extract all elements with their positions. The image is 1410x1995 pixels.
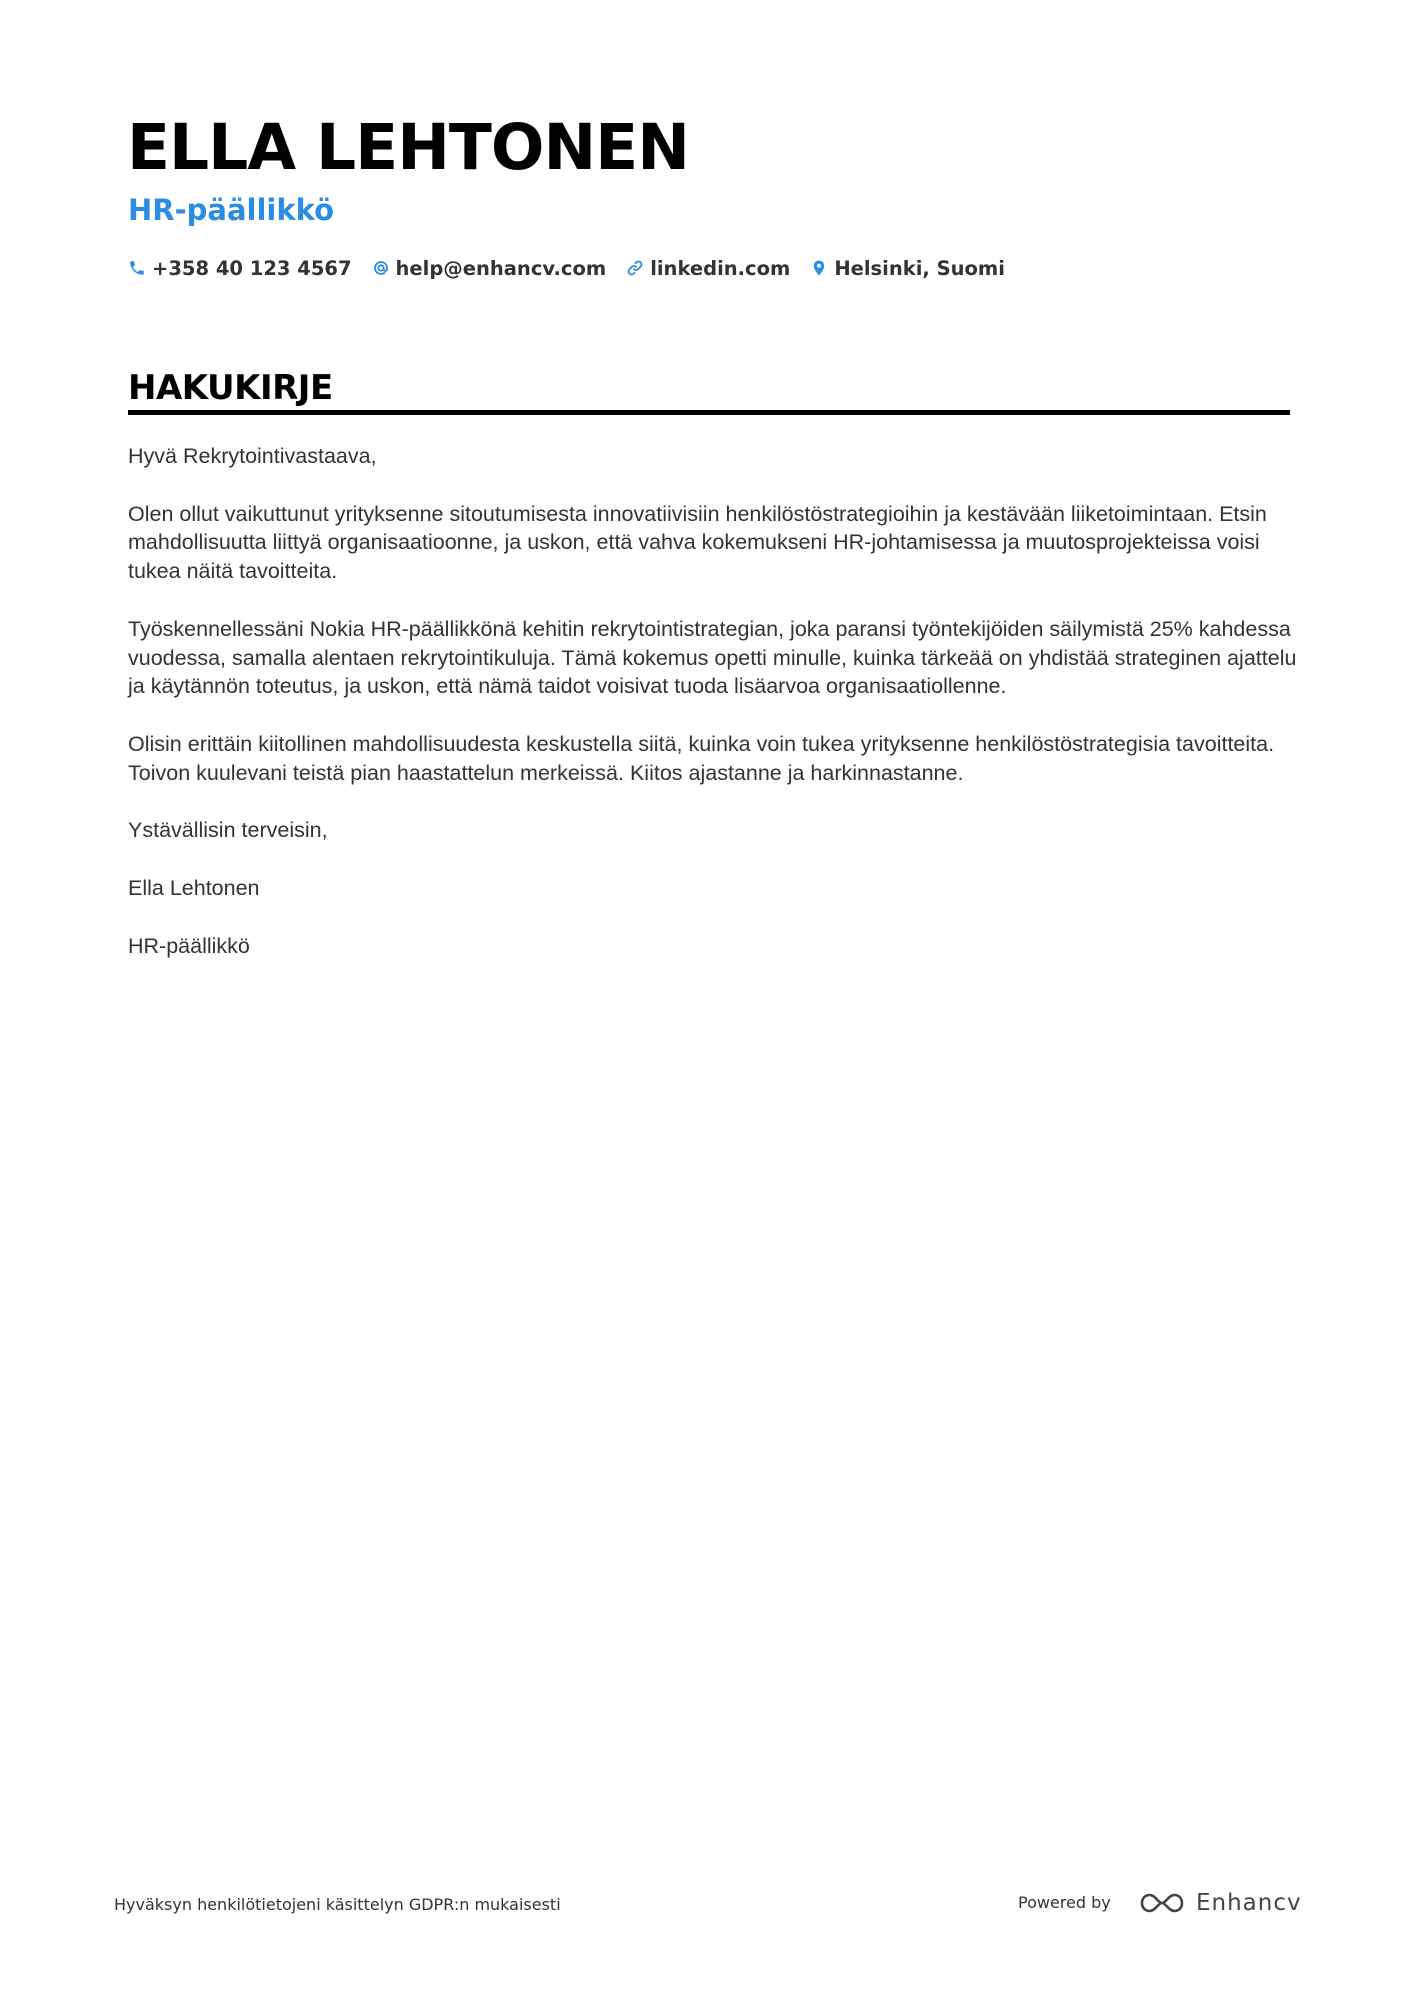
letter-body xyxy=(128,442,1298,989)
letter-paragraph: Olen ollut vaikuttunut yrityksenne sitoutumisesta innovatiivisiin henkilöstöstrategioihin ja kestävään liiketoimintaan. Etsin mahdollisuutta liittyä organisaatioonne, ja uskon, että vahva kokemukseni HR-johtamisessa ja muutosprojekteissa voisi tukea näitä tavoitteita. xyxy=(128,501,1267,584)
contact-phone-text: +358 40 123 4567 xyxy=(152,256,352,280)
enhancv-logo[interactable] xyxy=(1138,1883,1302,1923)
letter-paragraph: Työskennellessäni Nokia HR-päällikkönä kehitin rekrytointistrategian, joka paransi työntekijöiden säilymistä 25% kahdessa vuodessa, samalla alentaen rekrytointikuluja. Tämä kokemus opetti minulle, kuinka tärkeää on yhdistää strateginen ajattelu ja käytännön toteutus, ja uskon, että nämä taidot voisivat tuoda lisäarvoa organisaatiollenne. xyxy=(128,616,1297,699)
section-heading: HAKUKIRJE xyxy=(128,368,333,408)
letter-greeting: Hyvä Rekrytointivastaava, xyxy=(128,444,377,468)
applicant-name: ELLA LEHTONEN xyxy=(127,111,689,184)
letter-closing: Ystävällisin terveisin, xyxy=(128,818,328,843)
job-title: HR-päällikkö xyxy=(128,193,335,227)
contact-bar xyxy=(128,253,1025,283)
gdpr-consent-text: Hyväksyn henkilötietojeni käsittelyn GDPR:n mukaisesti xyxy=(114,1895,561,1914)
section-divider xyxy=(128,410,1290,415)
signature-title: HR-päällikkö xyxy=(128,933,250,958)
contact-phone[interactable] xyxy=(128,257,352,280)
contact-location xyxy=(810,257,1005,280)
location-pin-icon xyxy=(810,259,828,277)
enhancv-logo-icon xyxy=(1138,1889,1186,1917)
contact-email-text: help@enhancv.com xyxy=(395,256,607,280)
enhancv-logo-text: Enhancv xyxy=(1196,1890,1302,1916)
contact-email[interactable] xyxy=(372,257,607,280)
link-icon xyxy=(626,259,644,277)
contact-location-text: Helsinki, Suomi xyxy=(834,256,1005,280)
letter-paragraph: Olisin erittäin kiitollinen mahdollisuudesta keskustella siitä, kuinka voin tukea yrityksenne henkilöstöstrategisia tavoitteita. Toivon kuulevani teistä pian haastattelun merkeissä. Kiitos ajastanne ja harkinnastanne. xyxy=(128,731,1275,785)
powered-by-label: Powered by xyxy=(1018,1893,1111,1912)
contact-linkedin[interactable] xyxy=(626,257,790,280)
phone-icon xyxy=(128,259,146,277)
signature-name: Ella Lehtonen xyxy=(128,875,260,900)
contact-linkedin-text: linkedin.com xyxy=(650,256,791,280)
at-icon xyxy=(372,259,390,277)
